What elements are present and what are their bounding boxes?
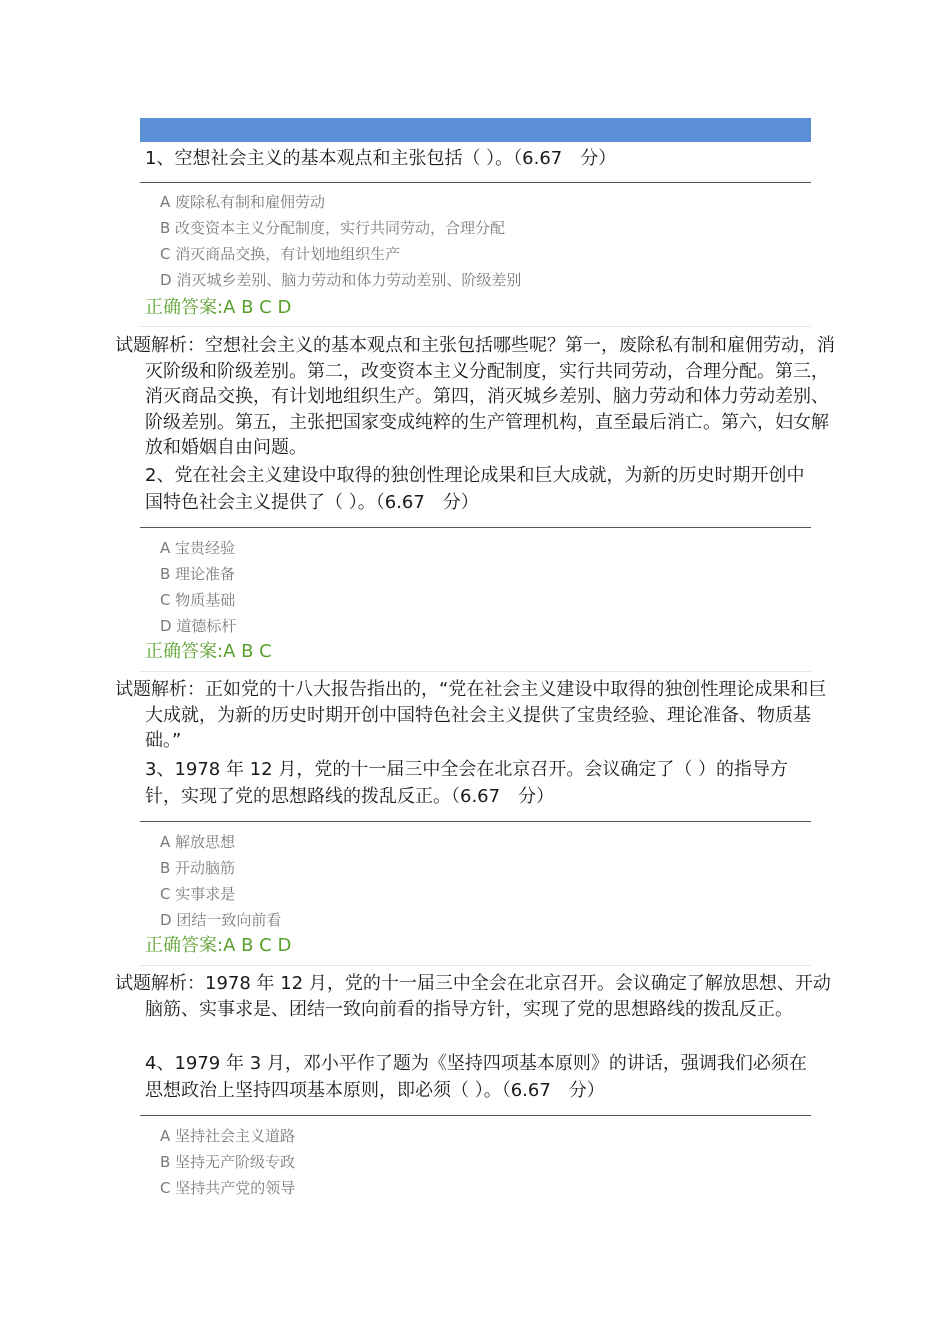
question-4-text: 4、1979 年 3 月，邓小平作了题为《坚持四项基本原则》的讲话，强调我们必须在思想政治上坚持四项基本原则，即必须（ ）。（6.67 分） <box>145 1053 807 1101</box>
question-1-divider <box>140 182 811 183</box>
question-2-option-d: D 道德标杆 <box>160 617 237 635</box>
question-2-options <box>160 535 236 639</box>
question-4-options <box>160 1123 295 1201</box>
question-1-analysis: 试题解析：空想社会主义的基本观点和主张包括哪些呢？第一，废除私有制和雇佣劳动，消灭阶级和阶级差别。第二，改变资本主义分配制度，实行共同劳动，合理分配。第三，消灭商品交换，有计划地组织生产。第四，消灭城乡差别、脑力劳动和体力劳动差别、阶级差别。第五，主张把国家变成纯粹的生产管理机构，直至最后消亡。第六，妇女解放和婚姻自由问题。 <box>115 335 835 458</box>
question-2-analysis: 试题解析：正如党的十八大报告指出的，“党在社会主义建设中取得的独创性理论成果和巨大成就，为新的历史时期开创中国特色社会主义提供了宝贵经验、理论准备、物质基础。” <box>115 679 827 751</box>
question-3-divider <box>140 821 811 822</box>
header-bar <box>140 118 811 142</box>
question-3-option-c: C 实事求是 <box>160 885 236 903</box>
question-3-option-d: D 团结一致向前看 <box>160 911 282 929</box>
question-4-option-b: B 坚持无产阶级专政 <box>160 1153 296 1171</box>
question-2-answer: 正确答案:A B C <box>145 641 272 662</box>
question-1-option-d: D 消灭城乡差别、脑力劳动和体力劳动差别、阶级差别 <box>160 271 522 289</box>
question-3-option-b: B 开动脑筋 <box>160 859 236 877</box>
question-4-option-a: A 坚持社会主义道路 <box>160 1127 296 1145</box>
question-2-divider <box>140 527 811 528</box>
question-3-options <box>160 829 281 933</box>
question-2-option-b: B 理论准备 <box>160 565 236 583</box>
question-2-option-a: A 宝贵经验 <box>160 539 236 557</box>
question-3-option-a: A 解放思想 <box>160 833 236 851</box>
question-1-option-c: C 消灭商品交换，有计划地组织生产 <box>160 245 401 263</box>
question-3-answer-divider <box>140 965 811 966</box>
question-3-answer: 正确答案:A B C D <box>145 935 292 956</box>
question-3-text: 3、1978 年 12 月，党的十一届三中全会在北京召开。会议确定了（ ）的指导方针，实现了党的思想路线的拨乱反正。（6.67 分） <box>145 759 789 807</box>
question-2-answer-divider <box>140 671 811 672</box>
question-1-text: 1、空想社会主义的基本观点和主张包括（ ）。（6.67 分） <box>145 148 617 169</box>
question-4-divider <box>140 1115 811 1116</box>
question-1-options <box>160 189 521 293</box>
question-2-option-c: C 物质基础 <box>160 591 236 609</box>
question-1-answer-divider <box>140 326 811 327</box>
question-3-analysis: 试题解析：1978 年 12 月，党的十一届三中全会在北京召开。会议确定了解放思想、开动脑筋、实事求是、团结一致向前看的指导方针，实现了党的思想路线的拨乱反正。 <box>115 973 831 1020</box>
question-1-answer: 正确答案:A B C D <box>145 297 292 318</box>
question-1-option-b: B 改变资本主义分配制度，实行共同劳动，合理分配 <box>160 219 506 237</box>
question-2-text: 2、党在社会主义建设中取得的独创性理论成果和巨大成就，为新的历史时期开创中国特色社会主义提供了（ ）。（6.67 分） <box>145 465 805 513</box>
question-1-option-a: A 废除私有制和雇佣劳动 <box>160 193 326 211</box>
question-4-option-c: C 坚持共产党的领导 <box>160 1179 296 1197</box>
